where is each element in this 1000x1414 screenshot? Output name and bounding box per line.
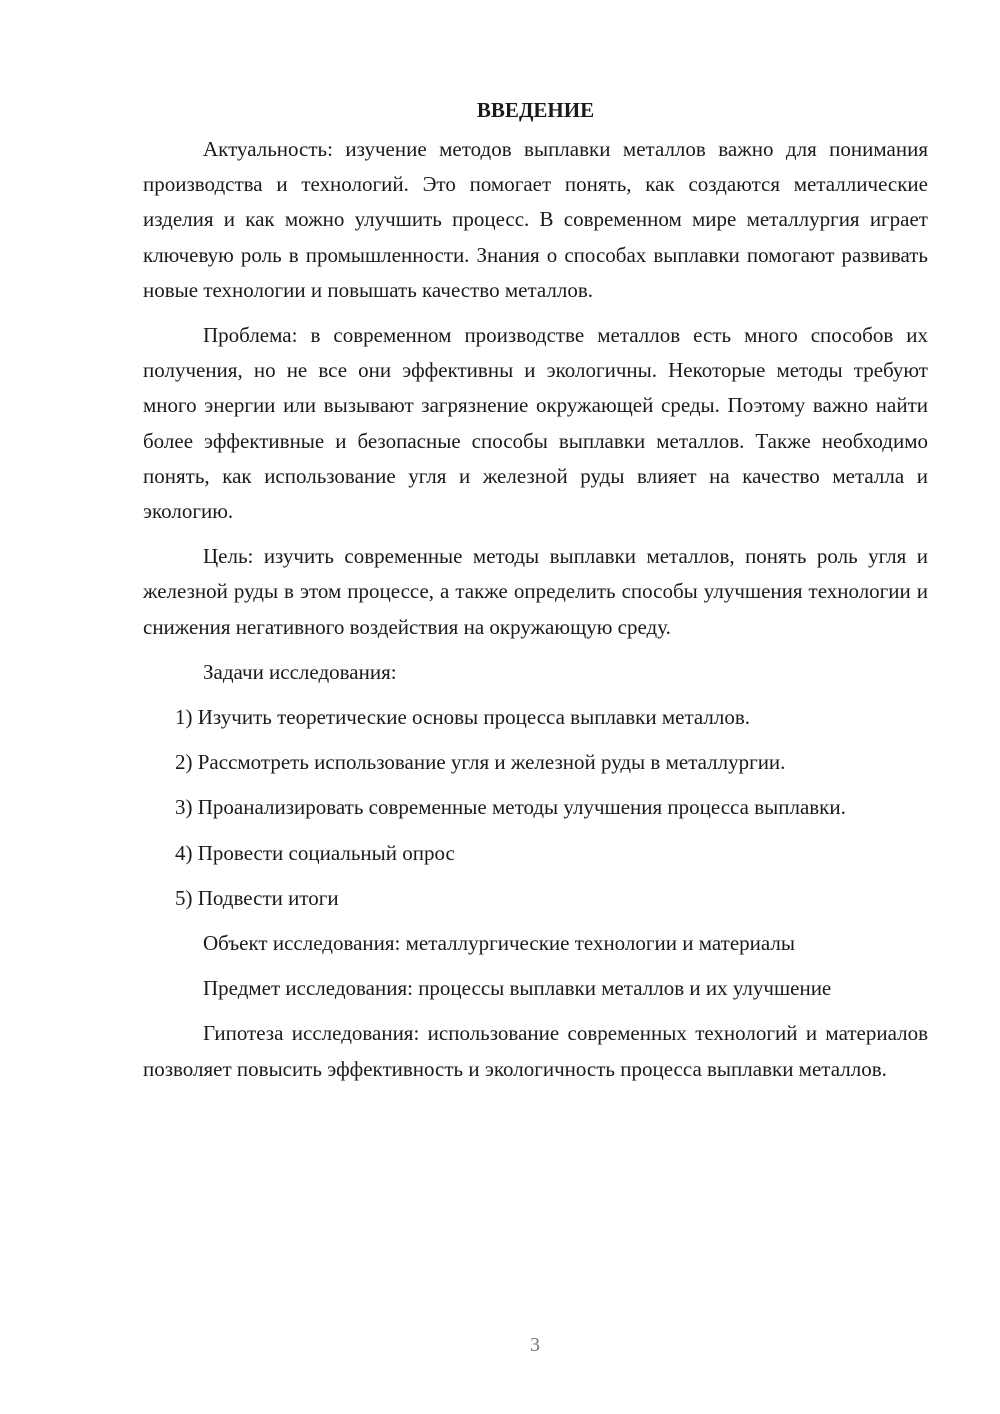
task-item-4: 4) Провести социальный опрос (175, 840, 455, 865)
relevance-paragraph: Актуальность: изучение методов выплавки металлов важно для понимания производства и технологий. Это помогает понять, как создаются металлические изделия и как можно улучшить процесс. В современном мире металлургия играет ключевую роль в промышленности. Знания о способах выплавки помогают развивать новые технологии и повышать качество металлов. (143, 137, 928, 302)
tasks-heading: Задачи исследования: (203, 659, 397, 684)
subject-paragraph: Предмет исследования: процессы выплавки металлов и их улучшение (203, 976, 832, 1001)
problem-paragraph: Проблема: в современном производстве металлов есть много способов их получения, но не все они эффективны и экологичны. Некоторые методы требуют много энергии или вызывают загрязнение окружающей среды. Поэтому важно найти более эффективные и безопасные способы выплавки металлов. Также необходимо понять, как использование угля и железной руды влияет на качество металла и экологию. (143, 323, 928, 524)
document-page (143, 92, 928, 1097)
page-title: ВВЕДЕНИЕ (476, 98, 595, 122)
hypothesis-paragraph: Гипотеза исследования: использование современных технологий и материалов позволяет повысить эффективность и экологичность процесса выплавки металлов. (143, 1021, 928, 1081)
page-number: 3 (530, 1334, 540, 1356)
goal-paragraph: Цель: изучить современные методы выплавки металлов, понять роль угля и железной руды в этом процессе, а также определить способы улучшения технологии и снижения негативного воздействия на окружающую среду. (143, 544, 928, 639)
task-item-1: 1) Изучить теоретические основы процесса выплавки металлов. (175, 705, 751, 730)
object-paragraph: Объект исследования: металлургические технологии и материалы (203, 931, 795, 956)
task-item-3: 3) Проанализировать современные методы улучшения процесса выплавки. (175, 795, 846, 820)
task-item-2: 2) Рассмотреть использование угля и железной руды в металлургии. (175, 750, 786, 775)
task-item-5: 5) Подвести итоги (175, 885, 339, 910)
